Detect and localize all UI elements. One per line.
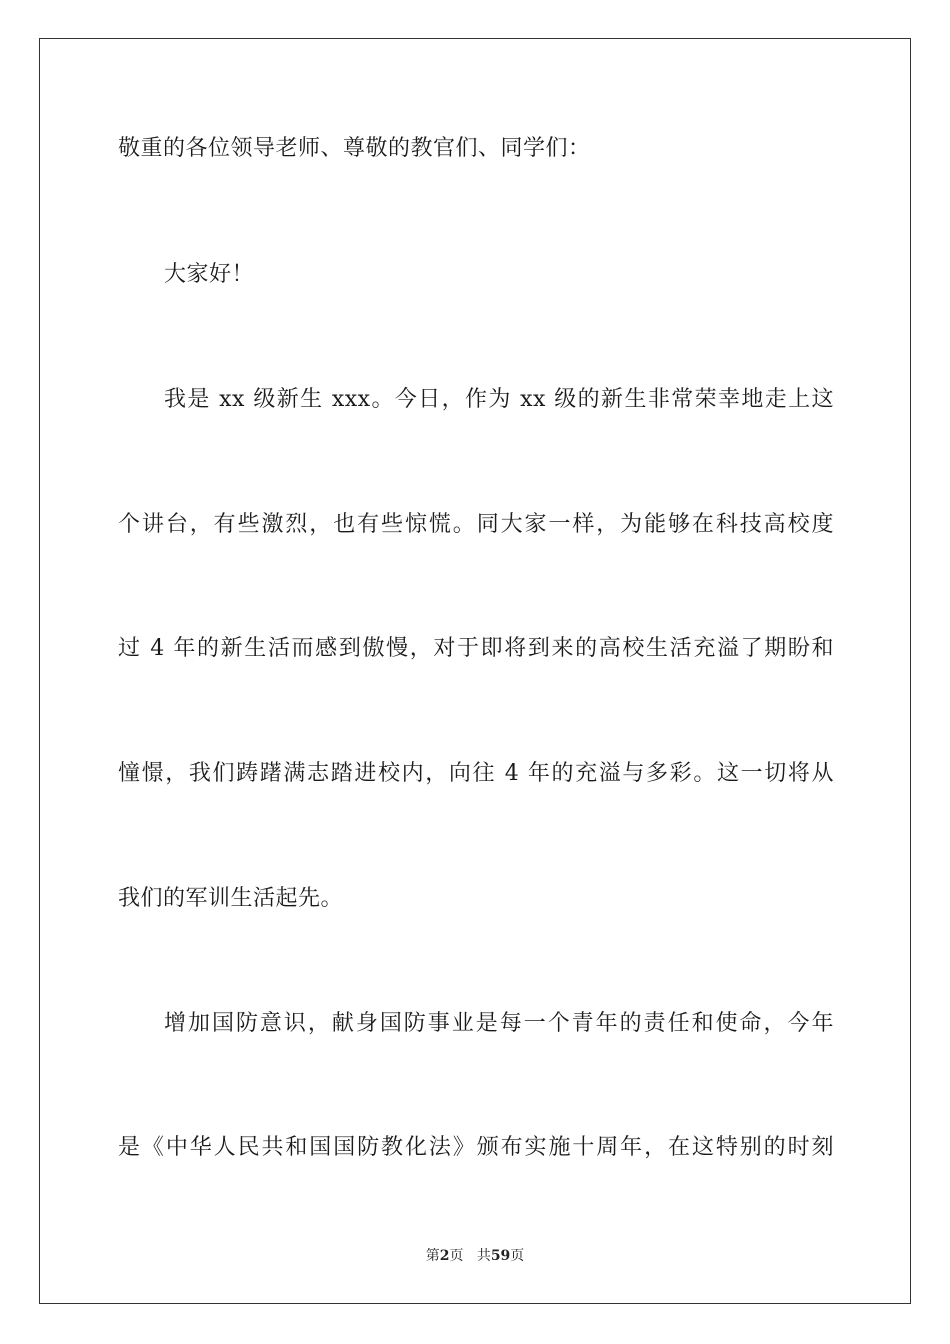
page-prefix: 第 bbox=[425, 1248, 440, 1264]
body-text-line: 个讲台，有些激烈，也有些惊慌。同大家一样，为能够在科技高校度 bbox=[118, 512, 834, 537]
total-pages: 59 bbox=[490, 1248, 511, 1264]
body-text-line: 憧憬，我们踌躇满志踏进校内，向往 4 年的充溢与多彩。这一切将从 bbox=[118, 761, 834, 786]
page-border bbox=[39, 38, 911, 1304]
salutation-line: 敬重的各位领导老师、尊敬的教官们、同学们： bbox=[118, 136, 591, 161]
total-prefix: 共 bbox=[476, 1248, 491, 1264]
body-text-line: 过 4 年的新生活而感到傲慢，对于即将到来的高校生活充溢了期盼和 bbox=[118, 636, 834, 661]
page-number: 2 bbox=[439, 1248, 450, 1264]
body-text-line: 我是 xx 级新生 xxx。今日，作为 xx 级的新生非常荣幸地走上这 bbox=[164, 387, 834, 412]
body-text-line: 是《中华人民共和国国防教化法》颁布实施十周年，在这特别的时刻 bbox=[118, 1135, 834, 1160]
page-footer bbox=[0, 1246, 950, 1266]
total-suffix: 页 bbox=[510, 1248, 525, 1264]
page-suffix: 页 bbox=[449, 1248, 464, 1264]
body-text-line: 增加国防意识，献身国防事业是每一个青年的责任和使命，今年 bbox=[164, 1011, 834, 1036]
greeting-line: 大家好！ bbox=[164, 262, 255, 287]
body-text-line: 我们的军训生活起先。 bbox=[118, 886, 344, 911]
